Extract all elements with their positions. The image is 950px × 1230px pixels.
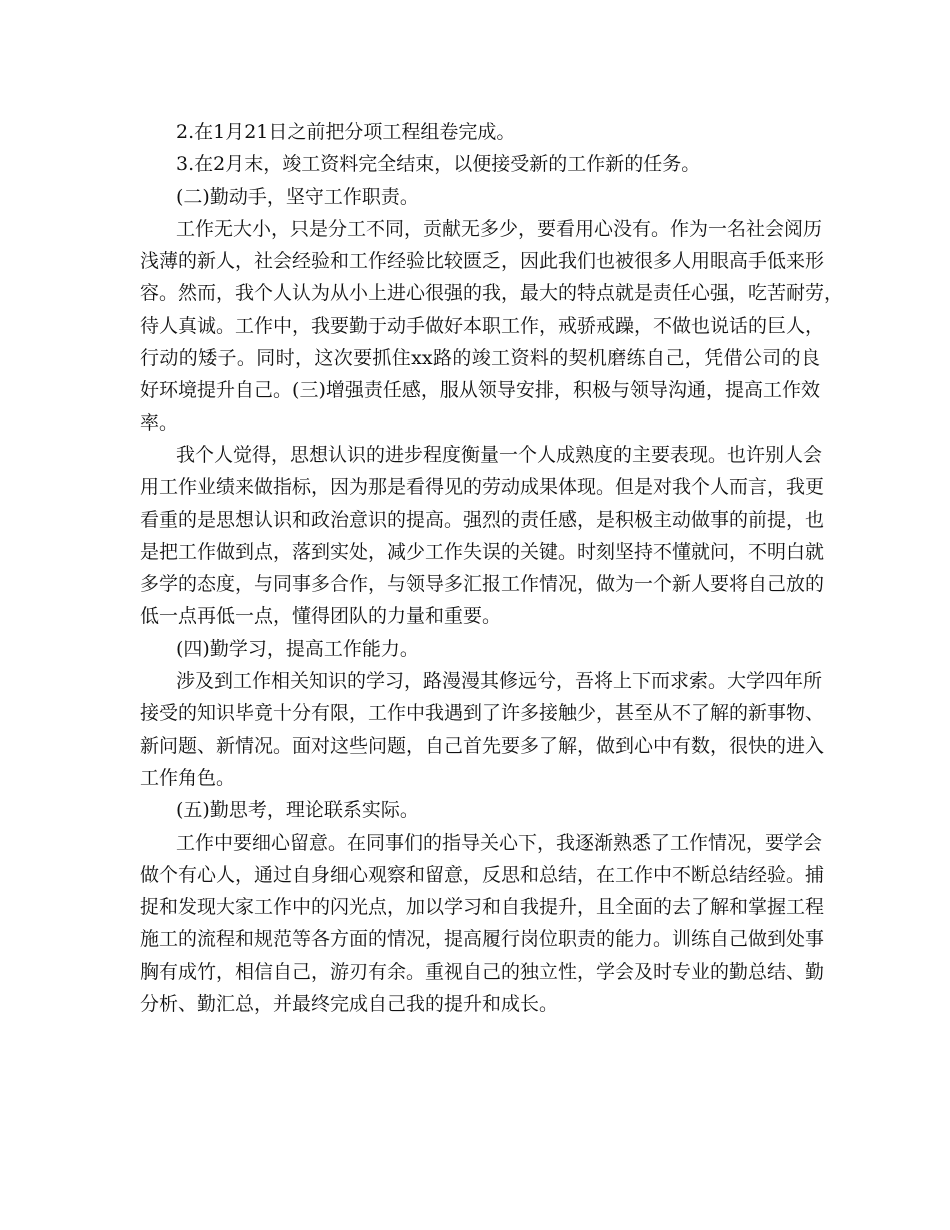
document-body	[140, 116, 844, 1020]
text-line: 涉及到工作相关知识的学习，路漫漫其修远兮，吾将上下而求索。大学四年所	[176, 670, 823, 693]
text-line: 低一点再低一点，懂得团队的力量和重要。	[140, 605, 502, 628]
text-line: 胸有成竹，相信自己，游刃有余。重视自己的独立性，学会及时专业的勤总结、勤	[140, 960, 825, 983]
text-line: (四)勤学习，提高工作能力。	[176, 637, 419, 660]
text-line: 分析、勤汇总，并最终完成自己我的提升和成长。	[140, 993, 559, 1016]
text-line: 多学的态度，与同事多合作，与领导多汇报工作情况，做为一个新人要将自己放的	[140, 573, 825, 596]
text-line: 浅薄的新人，社会经验和工作经验比较匮乏，因此我们也被很多人用眼高手低来形	[140, 250, 825, 273]
text-line: 待人真诚。工作中，我要勤于动手做好本职工作，戒骄戒躁，不做也说话的巨人，	[140, 314, 825, 337]
text-line: 3.在2月末，竣工资料完全结束，以便接受新的工作新的任务。	[176, 153, 701, 176]
text-line: 做个有心人，通过自身细心观察和留意，反思和总结，在工作中不断总结经验。捕	[140, 863, 825, 886]
text-line: 好环境提升自己。(三)增强责任感，服从领导安排，积极与领导沟通，提高工作效	[140, 379, 820, 402]
text-line: 2.在1月21日之前把分项工程组卷完成。	[176, 121, 516, 143]
text-line: 是把工作做到点，落到实处，减少工作失误的关键。时刻坚持不懂就问，不明白就	[140, 540, 825, 563]
text-line: 施工的流程和规范等各方面的情况，提高履行岗位职责的能力。训练自己做到处事	[140, 928, 825, 951]
text-line: 工作中要细心留意。在同事们的指导关心下，我逐渐熟悉了工作情况，要学会	[176, 831, 823, 854]
text-line: 我个人觉得，思想认识的进步程度衡量一个人成熟度的主要表现。也许别人会	[176, 443, 823, 466]
text-line: 新问题、新情况。面对这些问题，自己首先要多了解，做到心中有数，很快的进入	[140, 734, 825, 757]
text-line: 工作无大小，只是分工不同，贡献无多少，要看用心没有。作为一名社会阅历	[176, 217, 823, 240]
text-line: (二)勤动手，坚守工作职责。	[176, 185, 419, 208]
text-line: 工作角色。	[140, 766, 236, 789]
text-line: 捉和发现大家工作中的闪光点，加以学习和自我提升，且全面的去了解和掌握工程	[140, 896, 825, 919]
text-line: 率。	[140, 411, 179, 434]
text-line: 接受的知识毕竟十分有限，工作中我遇到了许多接触少，甚至从不了解的新事物、	[140, 702, 825, 725]
text-line: 行动的矮子。同时，这次要抓住xx路的竣工资料的契机磨练自己，凭借公司的良	[140, 347, 820, 370]
text-line: 看重的是思想认识和政治意识的提高。强烈的责任感，是积极主动做事的前提，也	[140, 508, 825, 531]
text-line: 容。然而，我个人认为从小上进心很强的我，最大的特点就是责任心强，吃苦耐劳，	[140, 282, 844, 305]
text-line: 用工作业绩来做指标，因为那是看得见的劳动成果体现。但是对我个人而言，我更	[140, 476, 825, 499]
text-line: (五)勤思考，理论联系实际。	[176, 799, 419, 822]
